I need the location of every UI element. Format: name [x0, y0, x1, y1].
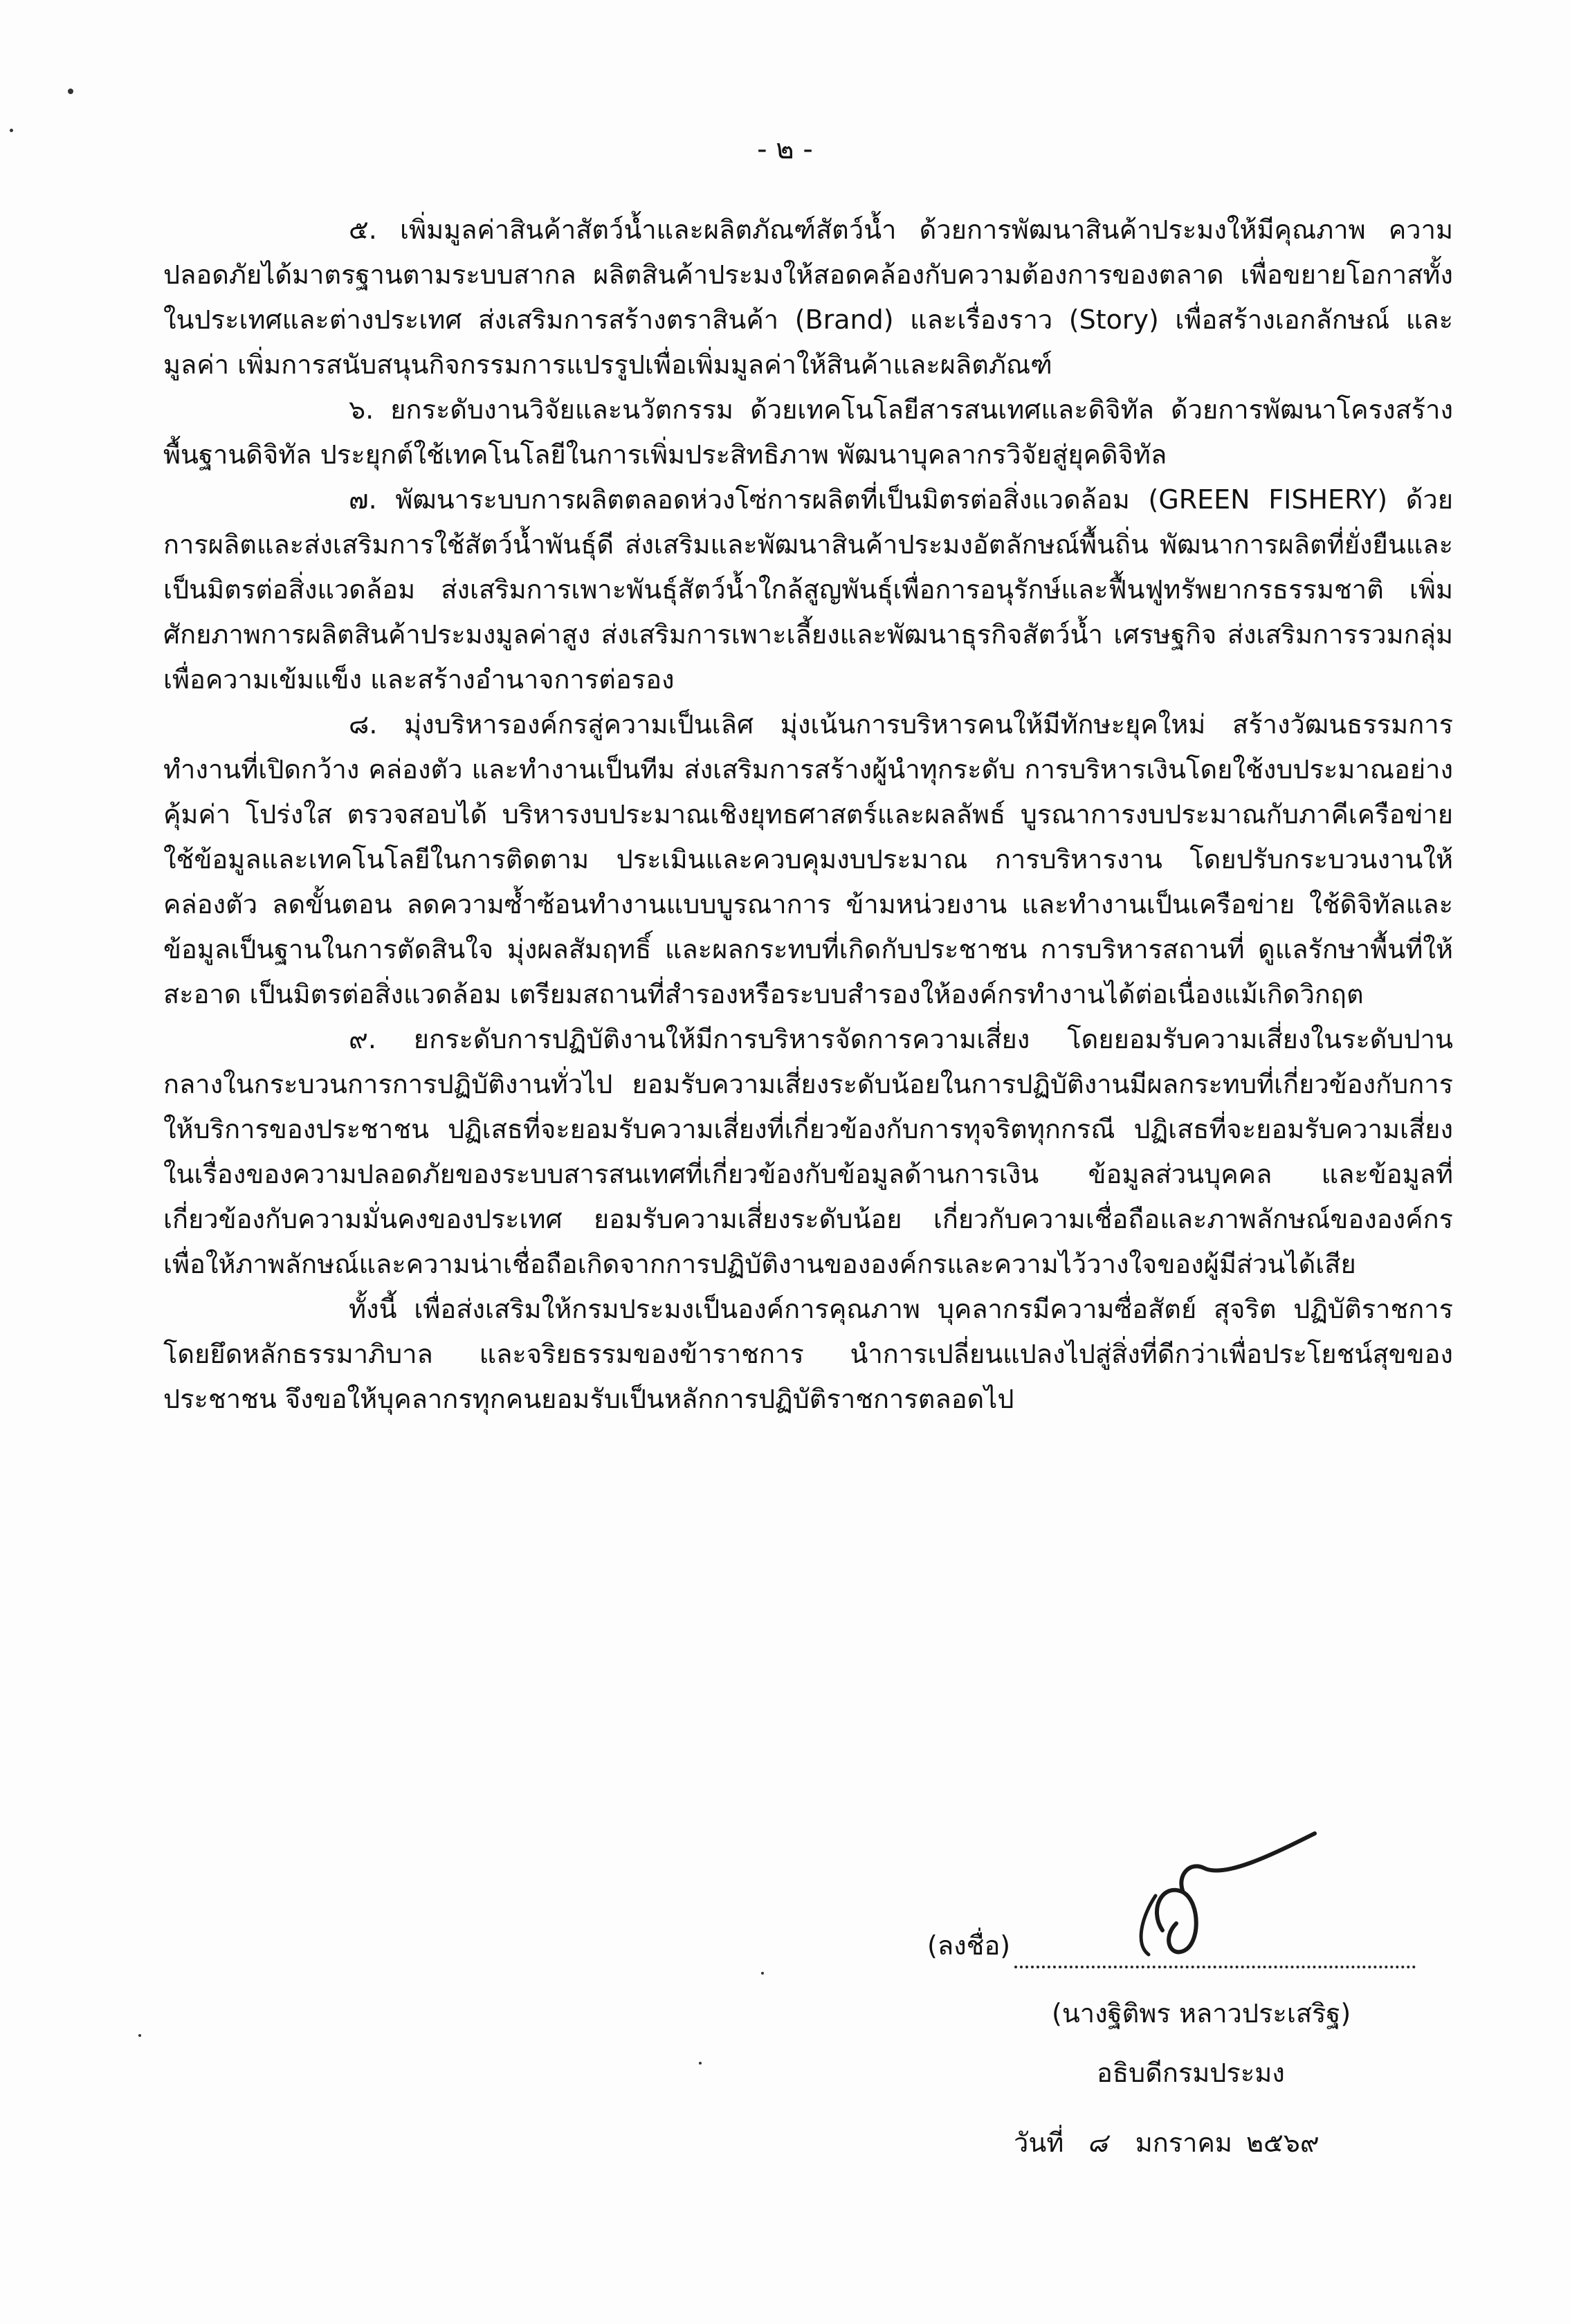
- date-label: วันที่: [1014, 2128, 1064, 2158]
- date-line: [1014, 2121, 1320, 2166]
- date-day: ๘: [1087, 2128, 1108, 2158]
- scan-speck: [699, 2062, 702, 2065]
- scan-speck: [761, 1972, 764, 1975]
- paragraph-item-7: ๗. พัฒนาระบบการผลิตตลอดห่วงโซ่การผลิตที่เป็นมิตรต่อสิ่งแวดล้อม (GREEN FISHERY) ด้วยการผลิตและส่งเสริมการใช้สัตว์น้ำพันธุ์ดี ส่งเสริมและพัฒนาสินค้าประมงอัตลักษณ์พื้นถิ่น พัฒนาการผลิตที่ยั่งยืนและเป็นมิตรต่อสิ่งแวดล้อม ส่งเสริมการเพาะพันธุ์สัตว์น้ำใกล้สูญพันธุ์เพื่อการอนุรักษ์และฟื้นฟูทรัพยากรธรรมชาติ เพิ่มศักยภาพการผลิตสินค้าประมงมูลค่าสูง ส่งเสริมการเพาะเลี้ยงและพัฒนาธุรกิจสัตว์น้ำ เศรษฐกิจ ส่งเสริมการรวมกลุ่มเพื่อความเข้มแข็ง และสร้างอำนาจการต่อรอง: [163, 484, 1453, 695]
- paragraph-item-6: ๖. ยกระดับงานวิจัยและนวัตกรรม ด้วยเทคโนโลยีสารสนเทศและดิจิทัล ด้วยการพัฒนาโครงสร้างพื้นฐานดิจิทัล ประยุกต์ใช้เทคโนโลยีในการเพิ่มประสิทธิภาพ พัฒนาบุคลากรวิจัยสู่ยุคดิจิทัล: [163, 394, 1453, 470]
- paragraph-conclusion: ทั้งนี้ เพื่อส่งเสริมให้กรมประมงเป็นองค์การคุณภาพ บุคลากรมีความซื่อสัตย์ สุจริต ปฏิบัติราชการโดยยึดหลักธรรมาภิบาล และจริยธรรมของข้าราชการ นำการเปลี่ยนแปลงไปสู่สิ่งที่ดีกว่าเพื่อประโยชน์สุขของประชาชน จึงขอให้บุคลากรทุกคนยอมรับเป็นหลักการปฏิบัติราชการตลอดไป: [163, 1294, 1453, 1414]
- sign-label: (ลงชื่อ): [927, 1930, 1011, 1961]
- date-year: ๒๕๖๙: [1245, 2128, 1320, 2158]
- page-number: - ๒ -: [757, 134, 813, 165]
- scan-speck: [10, 129, 13, 132]
- scan-speck: [138, 2034, 141, 2037]
- signature-dotted-line: [1014, 1938, 1416, 1968]
- signer-position: อธิบดีกรมประมง: [1097, 2058, 1285, 2088]
- date-month: มกราคม: [1135, 2128, 1232, 2158]
- paragraph-item-8: ๘. มุ่งบริหารองค์กรสู่ความเป็นเลิศ มุ่งเน้นการบริหารคนให้มีทักษะยุคใหม่ สร้างวัฒนธรรมการทำงานที่เปิดกว้าง คล่องตัว และทำงานเป็นทีม ส่งเสริมการสร้างผู้นำทุกระดับ การบริหารเงินโดยใช้งบประมาณอย่างคุ้มค่า โปร่งใส ตรวจสอบได้ บริหารงบประมาณเชิงยุทธศาสตร์และผลลัพธ์ บูรณาการงบประมาณกับภาคีเครือข่าย ใช้ข้อมูลและเทคโนโลยีในการติดตาม ประเมินและควบคุมงบประมาณ การบริหารงาน โดยปรับกระบวนงานให้คล่องตัว ลดขั้นตอน ลดความซ้ำซ้อนทำงานแบบบูรณาการ ข้ามหน่วยงาน และทำงานเป็นเครือข่าย ใช้ดิจิทัลและข้อมูลเป็นฐานในการตัดสินใจ มุ่งผลสัมฤทธิ์ และผลกระทบที่เกิดกับประชาชน การบริหารสถานที่ ดูแลรักษาพื้นที่ให้สะอาด เป็นมิตรต่อสิ่งแวดล้อม เตรียมสถานที่สำรองหรือระบบสำรองให้องค์กรทำงานได้ต่อเนื่องแม้เกิดวิกฤต: [163, 709, 1453, 1009]
- scan-speck: [68, 89, 73, 94]
- paragraph-item-5: ๕. เพิ่มมูลค่าสินค้าสัตว์น้ำและผลิตภัณฑ์สัตว์น้ำ ด้วยการพัฒนาสินค้าประมงให้มีคุณภาพ ความปลอดภัยได้มาตรฐานตามระบบสากล ผลิตสินค้าประมงให้สอดคล้องกับความต้องการของตลาด เพื่อขยายโอกาสทั้งในประเทศและต่างประเทศ ส่งเสริมการสร้างตราสินค้า (Brand) และเรื่องราว (Story) เพื่อสร้างเอกลักษณ์ และมูลค่า เพิ่มการสนับสนุนกิจกรรมการแปรรูปเพื่อเพิ่มมูลค่าให้สินค้าและผลิตภัณฑ์: [163, 214, 1453, 380]
- paragraph-item-9: ๙. ยกระดับการปฏิบัติงานให้มีการบริหารจัดการความเสี่ยง โดยยอมรับความเสี่ยงในระดับปานกลางในกระบวนการการปฏิบัติงานทั่วไป ยอมรับความเสี่ยงระดับน้อยในการปฏิบัติงานมีผลกระทบที่เกี่ยวข้องกับการให้บริการของประชาชน ปฏิเสธที่จะยอมรับความเสี่ยงที่เกี่ยวข้องกับการทุจริตทุกกรณี ปฏิเสธที่จะยอมรับความเสี่ยงในเรื่องของความปลอดภัยของระบบสารสนเทศที่เกี่ยวข้องกับข้อมูลด้านการเงิน ข้อมูลส่วนบุคคล และข้อมูลที่เกี่ยวข้องกับความมั่นคงของประเทศ ยอมรับความเสี่ยงระดับน้อย เกี่ยวกับความเชื่อถือและภาพลักษณ์ขององค์กร เพื่อให้ภาพลักษณ์และความน่าเชื่อถือเกิดจากการปฏิบัติงานขององค์กรและความไว้วางใจของผู้มีส่วนได้เสีย: [163, 1024, 1453, 1279]
- document-body: [163, 208, 1453, 1422]
- signature-line: [927, 1923, 1416, 1968]
- signer-name: (นางฐิติพร หลาวประเสริฐ): [1052, 1998, 1351, 2029]
